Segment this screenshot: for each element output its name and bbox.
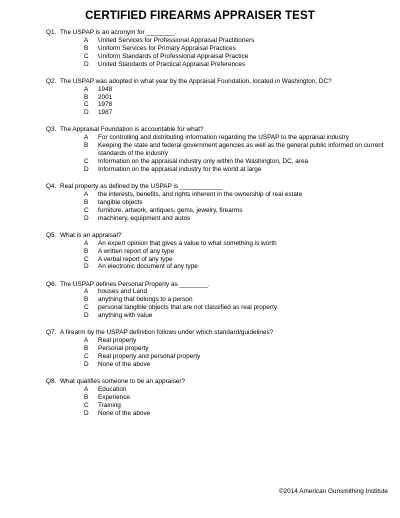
answer-option [84,191,391,199]
question-1 [46,29,391,69]
option-text: machinery, equipment and autos [98,214,191,222]
option-text: 1987 [98,109,113,117]
answer-option [84,94,391,102]
page-title: CERTIFIED FIREARMS APPRAISER TEST [85,10,315,22]
option-letter: B [84,393,89,401]
question-3 [46,126,391,173]
option-text: A written report of any type [98,247,175,255]
option-text: An electronic document of any type [98,263,198,271]
answer-option [84,288,391,296]
option-letter: C [84,52,89,60]
option-text: furniture, artwork, antiques, gems, jewelry, firearms [98,206,243,214]
answer-option [84,394,391,402]
option-letter: D [84,360,89,368]
answer-option [84,361,391,369]
answer-option [84,345,391,353]
option-text: 1948 [98,85,113,93]
answer-option [84,337,391,345]
answer-option [84,45,391,53]
option-text: houses and Land [98,288,148,296]
option-text: anything with value [98,312,153,320]
question-number: Q3. [46,126,57,134]
option-letter: B [84,296,89,304]
option-letter: D [84,409,89,417]
question-text: The USPAP defines Personal Property as ________. [60,280,210,288]
option-letter: A [84,190,89,198]
option-text: Uniform Standards of Professional Appraisal Practice [98,52,249,60]
question-8 [46,378,391,418]
answer-option [84,86,391,94]
question-text: The USPAP is an acronym for ________. [60,29,177,36]
option-letter: A [84,288,89,296]
option-letter: B [84,345,89,353]
option-letter: A [84,239,89,247]
question-number: Q4. [46,183,57,191]
option-text: anything that belongs to a person [98,296,193,304]
question-text: What is an appraisal? [60,231,122,239]
answer-option [84,215,391,223]
answer-option [84,53,391,61]
option-letter: B [84,93,89,101]
question-number: Q6. [46,280,57,288]
answer-option [84,199,391,207]
option-text: Real property [98,337,137,345]
option-letter: A [84,385,89,393]
option-letter: C [84,304,89,312]
option-text: A verbal report of any type [98,255,173,263]
option-letter: C [84,206,89,214]
option-letter: A [84,337,89,345]
option-letter: B [84,198,89,206]
answer-option [84,296,391,304]
answer-option [84,402,391,410]
option-text: United Standards of Practical Appraisal Preferences [98,60,246,68]
option-letter: B [84,142,89,150]
option-letter: A [84,134,89,142]
answer-option [84,312,391,320]
question-text: Real property as defined by the USPAP is ____________ [60,183,223,191]
answer-option [84,304,391,312]
option-text: Experience [98,393,130,401]
question-text: A firearm by the USPAP definition follows under which standard/guidelines? [60,329,274,337]
answer-option [84,207,391,215]
question-5 [46,232,391,272]
question-6 [46,281,391,321]
option-text: 2001 [98,93,113,101]
question-2 [46,78,391,118]
answer-option [84,37,391,45]
answer-option [84,248,391,256]
question-text: The Appraisal Foundation is accountable for what? [60,126,204,134]
option-text: None of the above [98,409,151,417]
option-letter: A [84,85,89,93]
option-text: Keeping the state and federal government agencies as well as the general public informed on current standards of the industry [98,142,384,158]
answer-option [84,166,391,174]
question-7 [46,329,391,369]
answer-option [84,410,391,418]
option-text: United Services for Professional Appraisal Practitioners [98,36,255,44]
option-text: tangible objects [98,198,143,206]
option-text: Training [98,401,121,409]
option-letter: C [84,255,89,263]
answer-option [84,353,391,361]
option-text: Information on the appraisal industry only within the Washington, DC, area [98,158,309,166]
answer-option [84,109,391,117]
option-text: 1978 [98,101,113,109]
option-text: For controlling and distributing information regarding the USPAP to the appraisal industry [98,134,349,142]
option-letter: D [84,109,89,117]
answer-option [84,134,391,142]
answer-option [84,240,391,248]
answer-option [84,256,391,264]
option-text: None of the above [98,360,151,368]
option-letter: B [84,44,89,52]
question-text: What qualifies someone to be an appraiser? [60,377,186,385]
option-letter: C [84,101,89,109]
option-letter: D [84,312,89,320]
question-number: Q2. [46,77,57,85]
option-letter: D [84,263,89,271]
answer-option [84,263,391,271]
answer-option [84,101,391,109]
question-text: The USPAP was adopted in what year by the Appraisal Foundation, located in Washington, DC? [60,77,332,85]
option-letter: C [84,158,89,166]
question-number: Q8. [46,377,57,385]
option-text: the interests, benefits, and rights inherent in the ownership of real estate [98,190,303,198]
option-text: Personal property [98,345,149,353]
option-letter: D [84,214,89,222]
answer-option [84,142,391,158]
option-letter: B [84,247,89,255]
option-text: An expert opinion that gives a value to what something is worth [98,239,277,247]
option-text: Uniform Services for Primary Appraisal Practices [98,44,236,52]
option-letter: D [84,165,89,173]
question-number: Q7. [46,329,57,337]
answer-option [84,61,391,69]
question-4 [46,183,391,223]
option-text: Real property and personal property [98,352,201,360]
copyright-footer: ©2014 American Gunsmithing Institute [278,488,388,495]
option-letter: D [84,60,89,68]
option-letter: C [84,352,89,360]
option-text: Education [98,385,127,393]
question-number: Q1. [46,29,57,36]
option-letter: A [84,36,89,44]
option-text: personal tangible objects that are not classified as real property [98,304,278,312]
question-list [46,29,391,427]
option-letter: C [84,401,89,409]
answer-option [84,386,391,394]
question-number: Q5. [46,231,57,239]
answer-option [84,158,391,166]
option-text: Information on the appraisal industry for the world at large [98,165,262,173]
